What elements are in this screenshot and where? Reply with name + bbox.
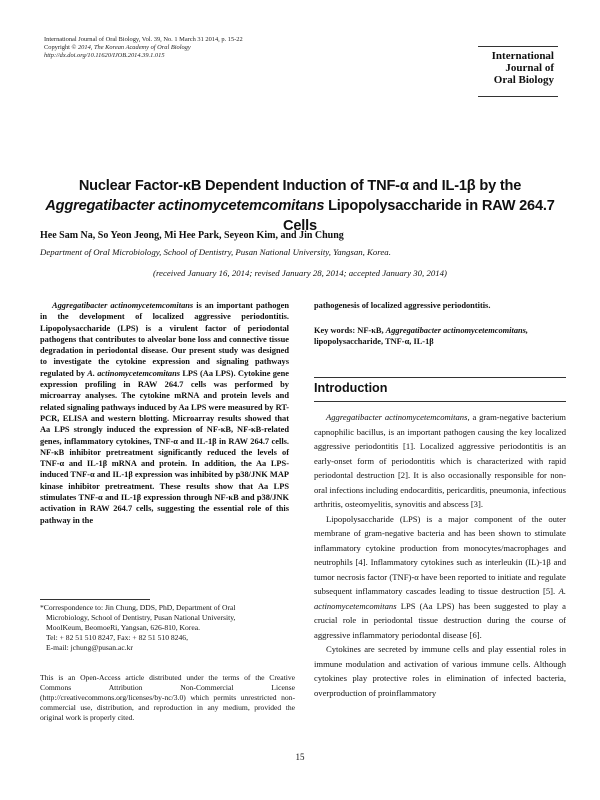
abstract (40, 300, 289, 526)
intro-p2-text-2: LPS (Aa LPS) has been suggested to play a crucial role in periodontal tissue destruction during the course of aggressive inflammatory periodontal disease [6]. (314, 600, 566, 640)
footnote-divider (40, 599, 150, 600)
correspondence-footnote (40, 603, 300, 653)
title-part-1: Nuclear Factor-κB Dependent Induction of TNF-α and IL-1β by the (78, 178, 522, 194)
abstract-species: Aggregatibacter actinomycetemcomitans (52, 301, 194, 310)
brand-line-3: Oral Biology (493, 74, 554, 86)
title-part-2: Lipopolysaccharide in RAW 264.7 Cells (283, 198, 555, 234)
keywords-text-1: NF-κB, (357, 326, 386, 335)
footnote-line-4: Tel: + 82 51 510 8247, Fax: + 82 51 510 8246, (46, 633, 188, 642)
journal-brand (478, 50, 554, 86)
author-list: Hee Sam Na, So Yeon Jeong, Mi Hee Park, Seyeon Kim, and Jin Chung (40, 230, 344, 241)
footnote-line-2: Microbiology, School of Dentistry, Pusan National University, (46, 613, 236, 622)
keywords-text-2: lipopolysaccharide, TNF-α, IL-1β (314, 337, 434, 347)
intro-paragraph-1 (314, 410, 566, 512)
copyright-line (44, 44, 243, 52)
brand-top-rule (478, 46, 558, 47)
abstract-text-1: is an important pathogen in the development of localized aggressive periodontitis. Lipopolysaccharide (LPS) is a virulent factor of periodontal pathogens that contributes to alveolar bone loss and connective tissue degradation in periodontal disease. Our present study was designed to investigate the cytokine expression and signaling pathways regulated by (40, 301, 289, 378)
keywords-species: Aggregatibacter actinomycetemcomitans, (385, 326, 529, 335)
introduction-body (314, 410, 566, 700)
intro-p1-text: , a gram-negative bacterium capnophilic bacillus, is an important pathogen causing the key localized aggressive periodontitis [1]. Localized aggressive periodontitis is an early-onset form of periodontitis which is characterized with rapid periodontal destruction [2]. It is also occasionally responsible for non-oral infections including endocarditis, pericarditis, pneumonia, infectious arthritis, osteomyelitis, synovitis and abscess [3]. (314, 412, 566, 509)
brand-line-2: Journal of (505, 62, 554, 74)
keywords (314, 325, 566, 348)
keywords-label: Key words: (314, 326, 358, 335)
copyright-prefix: Copyright (44, 44, 72, 51)
page-number: 15 (295, 752, 305, 762)
brand-line-1: International (491, 50, 554, 62)
section-heading-introduction: Introduction (314, 381, 388, 395)
intro-paragraph-3: Cytokines are secreted by immune cells and play essential roles in immune modulation and activation of various immune cells. Although cytokines play protective roles in elimination of infected bacteria, overproduction of proinflammatory (314, 644, 566, 698)
affiliation: Department of Oral Microbiology, School of Dentistry, Pusan National University, Yangsan, Korea. (40, 247, 391, 257)
intro-p2-text-1: Lipopolysaccharide (LPS) is a major component of the outer membrane of gram-negative bacteria and has been shown to stimulate inflammatory cytokine production from monocytes/macrophages and neutrophils [4]. Inflammatory cytokines such as interleukin (IL)-1β and tumor necrosis factor (TNF)-α have been reported to initiate and regulate subsequent inflammatory cascades leading to tissue destruction [5]. (314, 513, 566, 596)
footnote-line-3: MoolKeum, BeomoeRi, Yangsan, 626-810, Korea. (46, 623, 200, 632)
footnote-email[interactable]: E-mail: jchung@pusan.ac.kr (46, 643, 133, 652)
journal-citation-block (44, 36, 243, 60)
title-species: Aggregatibacter actinomycetemcomitans (45, 198, 325, 214)
copyright-symbol: © (71, 44, 77, 51)
abstract-text-2: LPS (Aa LPS). Cytokine gene expression profiling in RAW 264.7 cells was performed by microarray analyses. The cytokine mRNA and protein levels and related signaling pathways induced by Aa LPS were measured by RT-PCR, ELISA and western blotting. Microarray results showed that Aa LPS strongly induced the expression of NF-κB, NF-κB-related genes, inflammatory cytokines, TNF-α and IL-1β in RAW 264.7 cells. NF-κB inhibitor pretreatment significantly reduced the levels of TNF-α and IL-1β mRNA and protein. In addition, the Aa LPS-induced TNF-α and IL-1β expression was inhibited by p38/JNK MAP kinase inhibitor pretreatment. These results show that Aa LPS stimulates TNF-α and IL-1β expression through NF-κB and p38/JNK activation in RAW 264.7 cells, suggesting the essential role of this pathway in the (40, 368, 289, 525)
intro-paragraph-2 (314, 512, 566, 643)
brand-bottom-rule (478, 96, 558, 97)
abstract-continuation: pathogenesis of localized aggressive periodontitis. (314, 301, 491, 310)
intro-species: Aggregatibacter actinomycetemcomitans (326, 412, 468, 422)
license-statement: This is an Open-Access article distributed under the terms of the Creative Commons Attribution Non-Commercial License (http://creativecommons.org/licenses/by-nc/3.0) which permits unrestricted non-commercial use, distribution, and reproduction in any medium, provided the original work is properly cited. (40, 673, 295, 722)
copyright-text: 2014, The Korean Academy of Oral Biology (76, 44, 191, 51)
intro-p2-species: A. actinomycetemcomitans (314, 586, 566, 611)
article-title (40, 176, 560, 236)
journal-citation: International Journal of Oral Biology, Vol. 39, No. 1 March 31 2014, p. 15-22 (44, 36, 243, 43)
footnote-line-1: *Correspondence to: Jin Chung, DDS, PhD, Department of Oral (40, 603, 236, 612)
intro-bottom-rule (314, 401, 566, 402)
doi-link[interactable]: http://dx.doi.org/10.11620/IJOB.2014.39.1.015 (44, 52, 165, 59)
submission-dates: (received January 16, 2014; revised January 28, 2014; accepted January 30, 2014) (153, 268, 447, 278)
abstract-species-2: A. actinomycetemcomitans (87, 368, 181, 378)
intro-top-rule (314, 377, 566, 378)
